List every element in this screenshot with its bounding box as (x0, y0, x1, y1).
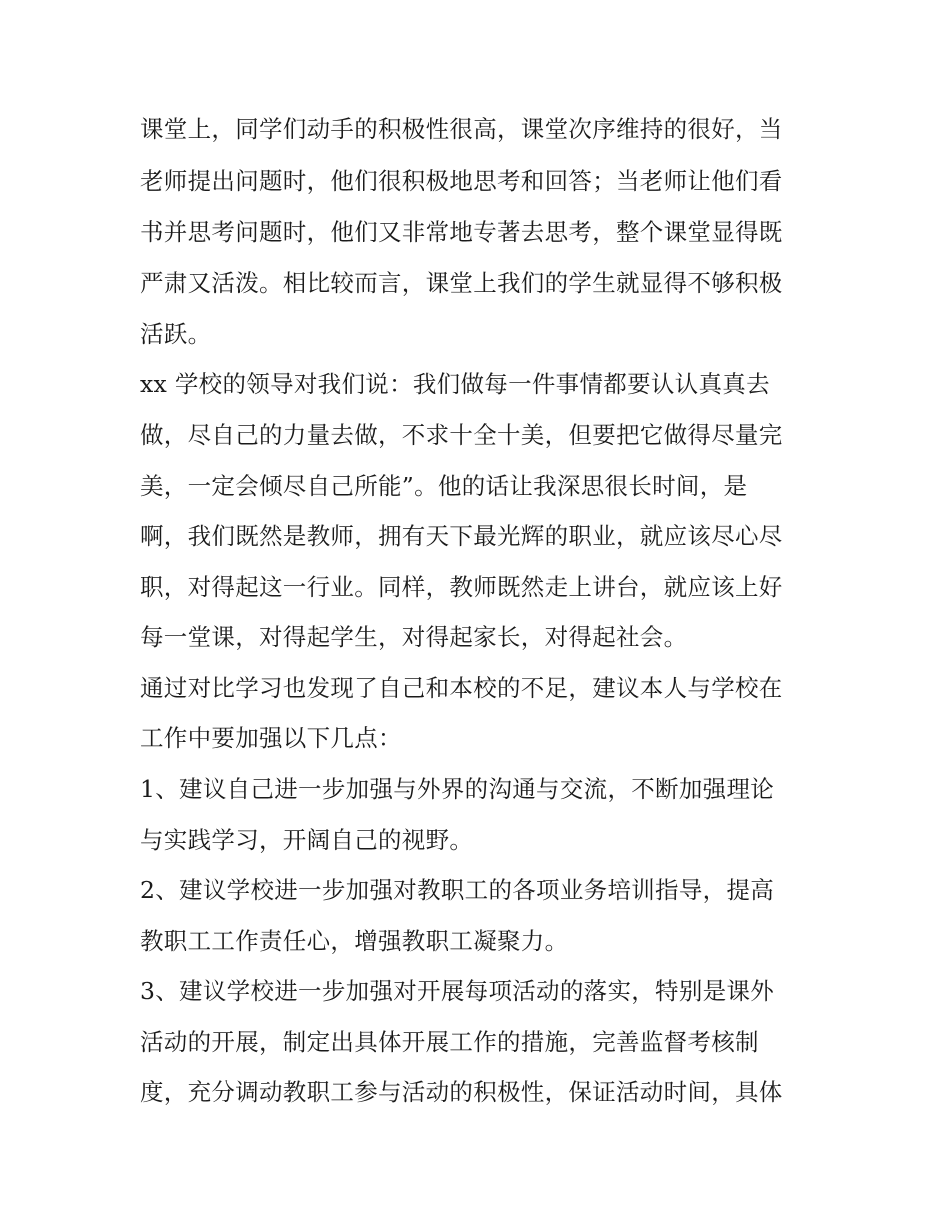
text-line: 书并思考问题时，他们又非常地专著去思考，整个课堂显得既 (140, 218, 783, 246)
text-line: 3、建议学校进一步加强对开展每项活动的落实，特别是课外 (140, 977, 775, 1005)
text-line: 通过对比学习也发现了自己和本校的不足，建议本人与学校在 (140, 674, 783, 702)
text-line: 教职工工作责任心，增强教职工凝聚力。 (140, 927, 569, 955)
text-line: 每一堂课，对得起学生，对得起家长，对得起社会。 (140, 623, 688, 651)
text-line: 课堂上，同学们动手的积极性很高，课堂次序维持的很好，当 (140, 115, 783, 143)
text-line: 啊，我们既然是教师，拥有天下最光辉的职业，就应该尽心尽 (140, 522, 783, 550)
text-line: xx 学校的领导对我们说：我们做每一件事情都要认认真真去 (140, 370, 770, 398)
text-line: 与实践学习，开阔自己的视野。 (140, 826, 474, 854)
text-line: 美，一定会倾尽自己所能”。他的话让我深思很长时间，是 (140, 472, 748, 500)
text-line: 做，尽自己的力量去做，不求十全十美，但要把它做得尽量完 (140, 421, 783, 449)
text-line: 严肃又活泼。相比较而言，课堂上我们的学生就显得不够积极 (140, 269, 783, 297)
text-line: 工作中要加强以下几点： (140, 724, 402, 752)
text-line: 1、建议自己进一步加强与外界的沟通与交流，不断加强理论 (140, 775, 775, 803)
text-line: 活动的开展，制定出具体开展工作的措施，完善监督考核制 (140, 1028, 759, 1056)
text-line: 活跃。 (140, 320, 212, 348)
text-line: 2、建议学校进一步加强对教职工的各项业务培训指导，提高 (140, 876, 775, 904)
text-line: 度，充分调动教职工参与活动的积极性，保证活动时间，具体 (140, 1078, 783, 1106)
text-line: 职，对得起这一行业。同样，教师既然走上讲台，就应该上好 (140, 573, 783, 601)
text-line: 老师提出问题时，他们很积极地思考和回答；当老师让他们看 (140, 167, 783, 195)
